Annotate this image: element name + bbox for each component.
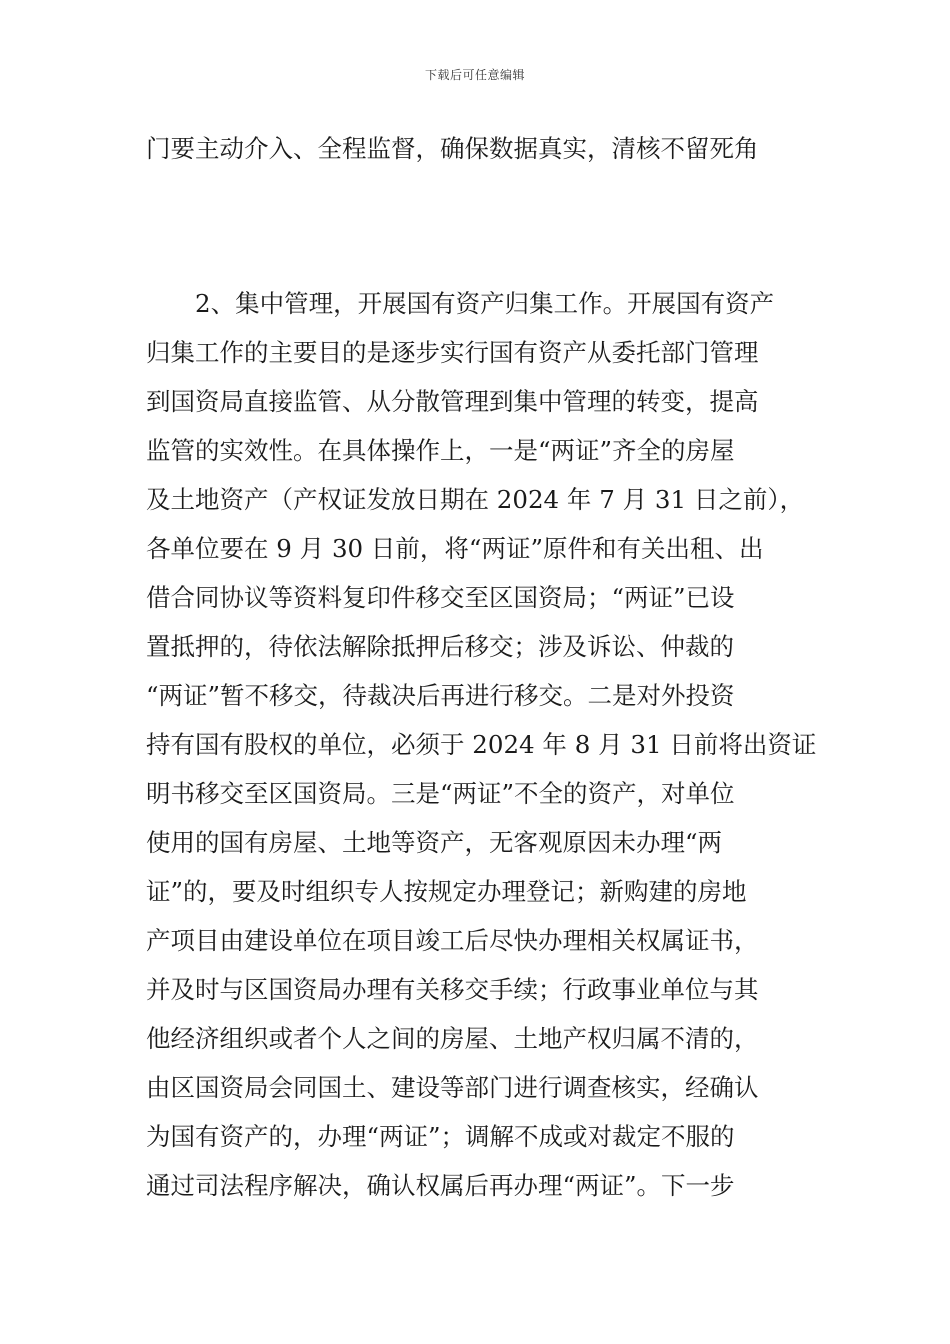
paragraph-line: 通过司法程序解决，确认权属后再办理“两证”。下一步 [146,1171,735,1200]
paragraph-line: 为国有资产的，办理“两证”；调解不成或对裁定不服的 [146,1122,735,1151]
paragraph-line: 证”的，要及时组织专人按规定办理登记；新购建的房地 [146,877,747,906]
paragraph-line: 由区国资局会同国土、建设等部门进行调查核实，经确认 [146,1073,759,1102]
paragraph-line: 明书移交至区国资局。三是“两证”不全的资产，对单位 [146,779,735,808]
paragraph-line: 借合同协议等资料复印件移交至区国资局；“两证”已设 [146,583,735,612]
paragraph-line: 置抵押的，待依法解除抵押后移交；涉及诉讼、仲裁的 [146,632,734,661]
paragraph-line: 各单位要在 9 月 30 日前，将“两证”原件和有关出租、出 [146,534,764,563]
continued-text-line: 门要主动介入、全程监督，确保数据真实，清核不留死角 [146,134,759,163]
paragraph-line: 归集工作的主要目的是逐步实行国有资产从委托部门管理 [146,338,759,367]
paragraph-line: 到国资局直接监管、从分散管理到集中管理的转变，提高 [146,387,759,416]
paragraph-line: 监管的实效性。在具体操作上，一是“两证”齐全的房屋 [146,436,735,465]
paragraph-line: “两证”暂不移交，待裁决后再进行移交。二是对外投资 [146,681,735,710]
paragraph-line: 及土地资产（产权证发放日期在 2024 年 7 月 31 日之前）， [146,485,805,514]
paragraph-line: 他经济组织或者个人之间的房屋、土地产权归属不清的， [146,1024,759,1053]
paragraph-line: 产项目由建设单位在项目竣工后尽快办理相关权属证书， [146,926,759,955]
header-note: 下载后可任意编辑 [424,68,525,82]
paragraph-line: 2、集中管理，开展国有资产归集工作。开展国有资产 [195,289,775,318]
paragraph-line: 持有国有股权的单位，必须于 2024 年 8 月 31 日前将出资证 [146,730,817,759]
body-paragraph [146,279,817,1210]
paragraph-line: 使用的国有房屋、土地等资产，无客观原因未办理“两 [146,828,723,857]
paragraph-line: 并及时与区国资局办理有关移交手续；行政事业单位与其 [146,975,759,1004]
